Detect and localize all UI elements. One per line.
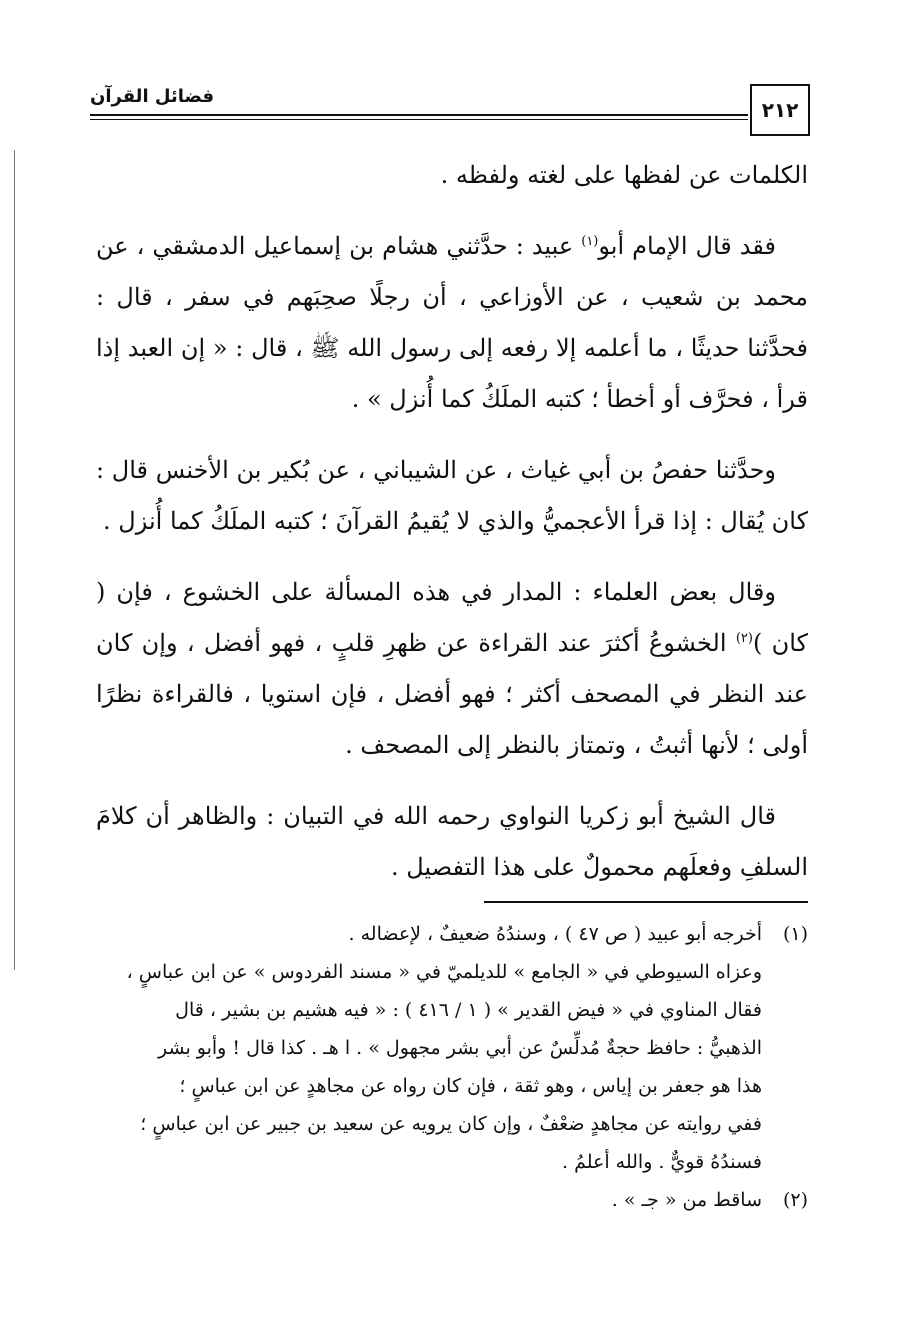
text-line: قال : كان يُقال : إذا قرأ الأعجميُّ والذي لا يُقيمُ القرآنَ ؛ كتبه الملَكُ <box>96 456 808 535</box>
text-line: عبيد : حدَّثني هشام بن إسماعيل الدمشقي ، <box>136 232 582 260</box>
running-header-title: فضائل القرآن <box>90 86 214 107</box>
page-number: ٢١٢ <box>750 84 810 136</box>
footnote-separator <box>484 901 808 903</box>
footnote-line: هذا هو جعفر بن إياس ، وهو ثقة ، فإن كان رواه عن مجاهدٍ عن ابن عباسٍ ؛ <box>179 1075 762 1097</box>
paragraph-5 <box>96 791 808 893</box>
footnote-line: وعزاه السيوطي في « الجامع » للديلميّ في « مسند الفردوس » عن ابن عباسٍ ، <box>126 961 762 983</box>
footnote-number: (٢) <box>782 1189 808 1211</box>
footnote-line: ساقط من « جـ » . <box>611 1189 762 1211</box>
footnote-line: الذهبيُّ : حافظ حجةٌ مُدلِّسٌ عن أبي بشر مجهول » . ا هـ . كذا قال ! وأبو بشر <box>158 1037 762 1059</box>
paragraph-4 <box>96 567 808 771</box>
text-line: إذا قرأ ، فحرَّف أو أخطأ ؛ كتبه الملَكُ كما أُنزل » . <box>96 334 808 413</box>
text-line: الخشوعُ أكثرَ عند القراءة عن ظهرِ قلبٍ ، فهو أفضل ، وإن <box>141 629 736 657</box>
footnote-text <box>96 915 762 1181</box>
footnote-line: فقال المناوي في « فيض القدير » ( ١ / ٤١٦ ) : « فيه هشيم بن بشير ، قال <box>175 999 762 1021</box>
text-line: وقال بعض العلماء : المدار في هذه المسألة على الخشوع ، فإن <box>116 578 776 606</box>
text-line: كان عند النظر في المصحف أكثر ؛ فهو أفضل ، فإن استويا ، فالقراءة <box>96 629 808 708</box>
footnote-line: ففي روايته عن مجاهدٍ ضعْفٌ ، وإن كان يرويه عن سعيد بن جبير عن ابن عباسٍ ؛ <box>140 1113 762 1135</box>
footnote-marker-1[interactable]: (١) <box>581 234 599 249</box>
scan-margin-line <box>14 150 15 970</box>
header-rule-thin <box>90 119 748 120</box>
text-line: كما أُنزل . <box>103 507 203 535</box>
text-line: وحدَّثنا حفصُ بن أبي غياث ، عن الشيباني ، عن بُكير بن الأخنس <box>155 456 777 484</box>
footnote-line: فسندُهُ قويٌّ . والله أعلمُ . <box>561 1151 762 1173</box>
footnote-marker-2[interactable]: (٢) <box>735 631 753 646</box>
text-line: ( كان ) <box>96 578 808 657</box>
footnote-2 <box>96 1181 808 1219</box>
text-line: السلفِ وفعلَهم محمولٌ على هذا التفصيل . <box>390 853 808 881</box>
paragraph-3 <box>96 445 808 547</box>
main-text <box>96 150 808 893</box>
footnote-line: أخرجه أبو عبيد ( ص ٤٧ ) ، وسندُهُ ضعيفٌ ، لإعضاله . <box>348 923 762 945</box>
text-line: قال الشيخ أبو زكريا النواوي رحمه الله في التبيان : والظاهر أن كلامَ <box>96 802 776 830</box>
footnote-text <box>96 1181 762 1219</box>
footnotes <box>96 915 808 1219</box>
header-rule <box>90 114 748 116</box>
footnote-number: (١) <box>782 923 808 945</box>
paragraph-2 <box>96 221 808 425</box>
text-line: فحدَّثنا حديثًا ، ما أعلمه إلا رفعه إلى رسول الله ﷺ ، قال : « إن العبد <box>127 334 808 362</box>
paragraph-1 <box>96 150 808 201</box>
text-line: الكلمات عن لفظها على لغته ولفظه . <box>440 161 808 189</box>
footnote-1 <box>96 915 808 1181</box>
text-line: نظرًا أولى ؛ لأنها أثبتُ ، وتمتاز بالنظر إلى المصحف . <box>96 680 808 759</box>
text-line: فقد قال الإمام أبو <box>598 232 776 260</box>
text-line: عن محمد بن شعيب ، عن الأوزاعي ، أن رجلًا صحِبَهم في سفر ، قال : <box>96 232 809 311</box>
